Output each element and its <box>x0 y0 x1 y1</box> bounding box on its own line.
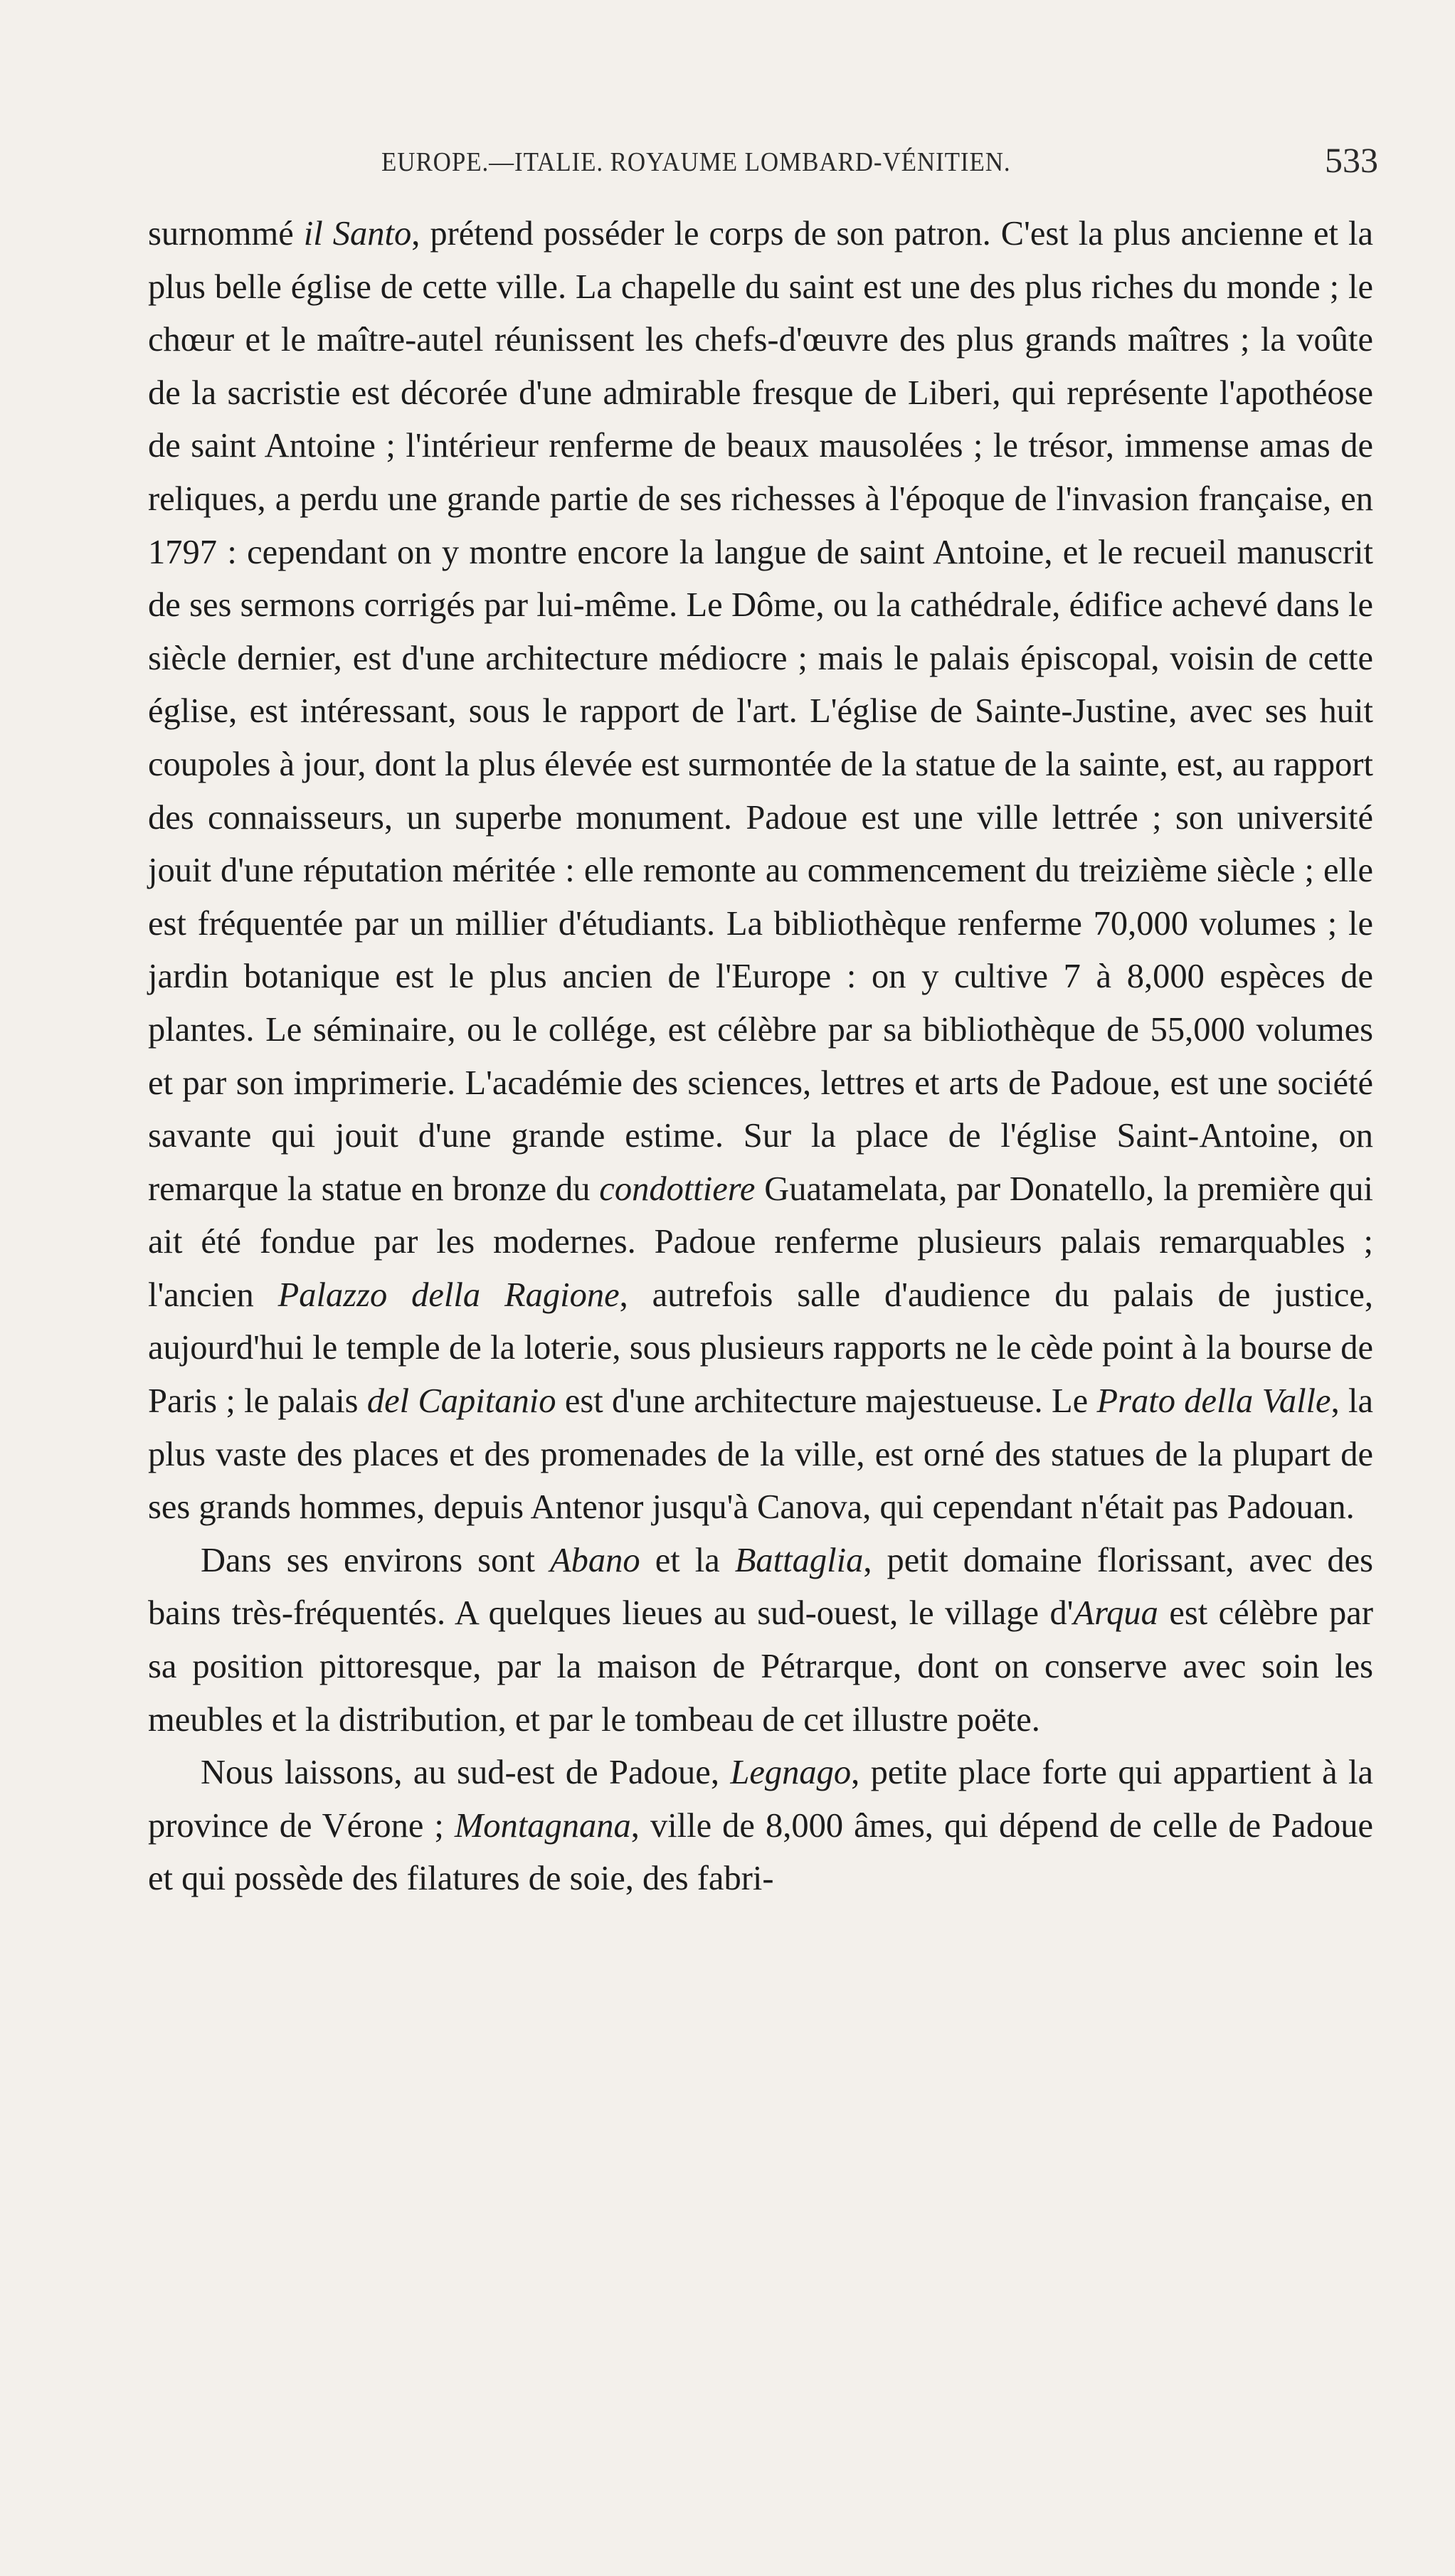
italic-run: condottiere <box>599 1170 756 1208</box>
text-run: est d'une architecture majestueuse. Le <box>556 1382 1097 1421</box>
italic-run: del Capitanio <box>366 1382 556 1421</box>
italic-run: il Santo <box>303 215 412 253</box>
text-run: , autrefois salle d'audience du palais de justice, aujourd'hui le temple de la loterie, sous plusieurs rapports ne le cède point à la bourse de Paris ; le palais <box>148 1276 1373 1421</box>
paragraph-2 <box>148 1535 1373 1747</box>
text-run: , petite place forte qui appartient à la province de Vérone ; <box>148 1754 1373 1845</box>
text-run: , prétend posséder le corps de son patron. C'est la plus ancienne et la plus belle église de cette ville. La chapelle du saint est une des plus riches du monde ; le chœur et le maître-autel réunissent les chefs-d'œuvre des plus grands maîtres ; la voûte de la sacristie est décorée d'une admirable fresque de Liberi, qui représente l'apothéose de saint Antoine ; l'intérieur renferme de beaux mausolées ; le trésor, immense amas de reliques, a perdu une grande partie de ses richesses à l'époque de l'invasion française, en 1797 : cependant on y montre encore la langue de saint Antoine, et le recueil manuscrit de ses sermons corrigés par lui-même. Le Dôme, ou la cathédrale, édifice achevé dans le siècle dernier, est d'une architecture médiocre ; mais le palais épiscopal, voisin de cette église, est intéressant, sous le rapport de l'art. L'église de Sainte-Justine, avec ses huit coupoles à jour, dont la plus élevée est surmontée de la statue de la sainte, est, au rapport des connaisseurs, un superbe monument. Padoue est une ville lettrée ; son université jouit d'une réputation méritée : elle remonte au commencement du treizième siècle ; elle est fréquentée par un millier d'étudiants. La bibliothèque renferme 70,000 volumes ; le jardin botanique est le plus ancien de l'Europe : on y cultive 7 à 8,000 espèces de plantes. Le séminaire, ou le collége, est célèbre par sa bibliothèque de 55,000 volumes et par son imprimerie. L'académie des sciences, lettres et arts de Padoue, est une société savante qui jouit d'une grande estime. Sur la place de l'église Saint-Antoine, on remarque la statue en bronze du <box>148 215 1373 1208</box>
body-text <box>148 208 1373 1906</box>
text-run: , petit domaine florissant, avec des bains très-fréquentés. A quelques lieues au sud-ouest, le village d' <box>148 1541 1373 1633</box>
text-run: est célèbre par sa position pittoresque, par la maison de Pétrarque, dont on conserve avec soin les meubles et la distribution, et par le tombeau de cet illustre poëte. <box>148 1594 1373 1739</box>
italic-run: Battaglia <box>734 1541 864 1579</box>
paragraph-3 <box>148 1747 1373 1906</box>
text-run: Dans ses environs sont <box>201 1541 551 1579</box>
text-run: Nous laissons, au sud-est de Padoue, <box>201 1754 731 1792</box>
italic-run: Abano <box>550 1541 640 1579</box>
italic-run: Palazzo della Ragione <box>277 1276 620 1314</box>
page-number: 533 <box>1325 140 1378 180</box>
text-run: Guatamelata, par Donatello, la première qui ait été fondue par les modernes. Padoue renferme plusieurs palais remarquables ; l'ancien <box>148 1170 1374 1314</box>
text-run: , ville de 8,000 âmes, qui dépend de celle de Padoue et qui possède des filatures de soie, des fabri- <box>148 1806 1373 1898</box>
running-title: EUROPE.—ITALIE. ROYAUME LOMBARD-VÉNITIEN. <box>381 147 1011 177</box>
text-run: et la <box>640 1541 735 1579</box>
italic-run: Montagnana <box>454 1806 631 1845</box>
italic-run: Prato della Valle <box>1096 1382 1331 1421</box>
paragraph-1 <box>148 208 1373 1535</box>
italic-run: Arqua <box>1073 1594 1158 1633</box>
text-run: , la plus vaste des places et des promenades de la ville, est orné des statues de la plupart de ses grands hommes, depuis Antenor jusqu'à Canova, qui cependant n'était pas Padouan. <box>148 1382 1374 1527</box>
text-run: surnommé <box>148 215 304 253</box>
page-header <box>149 137 1378 186</box>
italic-run: Legnago <box>730 1754 852 1792</box>
